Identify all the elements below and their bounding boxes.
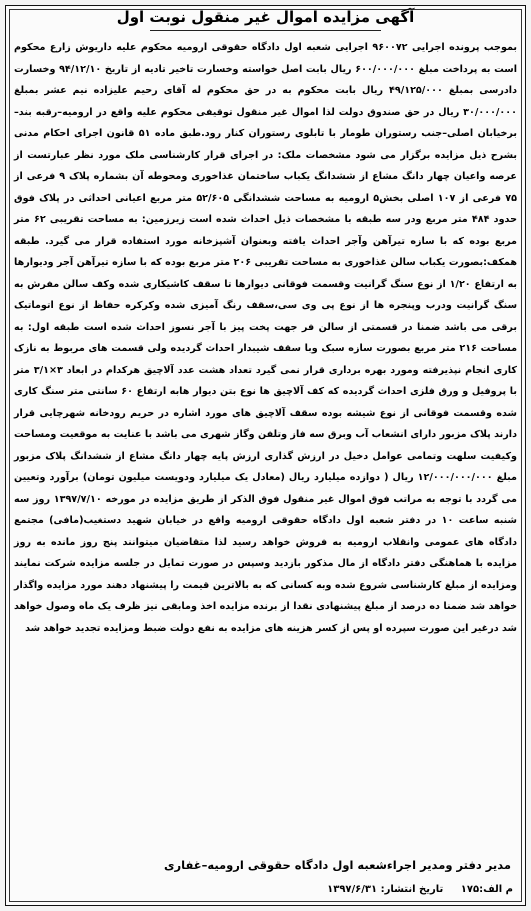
publish-date: تاریخ انتشار: ۱۳۹۷/۶/۳۱ [327,884,444,895]
notice-code: م الف:۱۷۵ [460,884,513,895]
notice-title: آگهی مزایده اموال غیر منقول نوبت اول [116,8,415,26]
notice-body: بموجب پرونده اجرایی ۹۶۰۰۷۲ اجرایی شعبه اول دادگاه حقوقی ارومیه محکوم علیه داریوش زارع محکوم است به پرداخت مبلغ ۶۰۰/۰۰۰/۰۰۰ ریال بابت اصل خواسته وخسارت تاخیر تادیه از تاریخ ۹۴/۱۲/۱۰ وخسارت دادرسی بمبلغ ۴۹/۱۲۵/۰۰۰ ریال بابت محکوم به در حق محکوم له آقای رحیم علیزاده نیم عشر بمبلغ ۳۰/۰۰۰/۰۰۰ ریال در حق صندوق دولت لذا اموال غیر منقول توقیفی محکوم علیه واقع در ارومیه–رقبه بند–برخیابان اصلی–جنب رستوران طومار با تابلوی رستوران کنار رود.طبق ماده ۵۱ قانون اجرای احکام مدنی بشرح ذیل مزایده برگزار می شود مشخصات ملک: در اجرای قرار کارشناسی ملک مورد نظر عبارتست از عرصه واعیان چهار دانگ مشاع از ششدانگ یکباب ساختمان غذاخوری ومحوطه آن بشماره پلاک ۹ فرعی از ۷۵ فرعی از ۱۰۷ اصلی بخش۵ ارومیه به مساحت ششدانگی ۵۲/۶۰۵ متر مربع اعیانی احداثی در پلاک فوق حدود ۴۸۴ متر مربع ودر سه طبقه با مشخصات ذیل احداث شده است زیرزمین: به مساحت تقریبی ۶۲ متر مربع بوده که با سازه تیرآهن وآجر احداث یافته وبعنوان آشپزخانه مورد استفاده قرار می گیرد. طبقه همکف:بصورت یکباب سالن غذاخوری به مساحت تقریبی ۲۰۶ متر مربع بوده که با سازه تیرآهن آجر ودیوارها به ارتفاع ۱/۲۰ از نوع سنگ گرانیت وقسمت فوقانی دیوارها تا سقف کاشیکاری شده وکف سالن مفرش به سنگ گرانیت ودرب وپنجره ها از نوع پی وی سی،سقف رنگ آمیزی شده وکرکره حفاظ از نوع اتوماتیک برقی می باشد ضمنا در قسمتی از سالن فر جهت پخت پیز با آجر نسوز احداث شده است طبقه اول: به مساحت ۲۱۶ متر مربع بصورت سازه سبک وبا سقف شیبدار احداث گردیده ولی قسمت های مربوط به نازک کاری انجام نپذیرفته ومورد بهره برداری قرار نمی گیرد تعداد هشت عدد آلاچیق هرکدام در ابعاد ۳×۳/۱ متر با پروفیل و ورق فلزی احداث گردیده که کف آلاچیق ها نوع بتن دیوار هابه ارتفاع ۶۰ سانتی متر سنگ کاری شده وقسمت فوقانی از نوع شیشه بوده سقف آلاچیق های مورد اشاره در حریم رودخانه شهرچایی قرار دارند پلاک مزبور دارای انشعاب آب وبرق سه فاز وتلفن وگاز شهری می باشد با عنایت به موقعیت ومساحت وکیفیت سلهت وتمامی عوامل دخیل در ارزش گذاری ارزش پایه چهار دانگ مشاع از ششدانگ پلاک مزبور مبلغ ۱۲/۰۰۰/۰۰۰/۰۰۰ ریال ( دوازده میلیارد ریال (معادل یک میلیارد ودویست میلیون تومان) برآورد وتعیین می گردد با توجه به مراتب فوق اموال غیر منقول فوق الذکر از طریق مزایده در مورخه ۱۳۹۷/۷/۱۰ روز سه شنبه ساعت ۱۰ در دفتر شعبه اول دادگاه حقوقی ارومیه واقع در خیابان شهید دستغیب(مافی) مجتمع دادگاه های عمومی وانقلاب ارومیه به فروش خواهد رسید لذا متقاضیان میتوانند پنج روز مانده به روز مزایده با هماهنگی دفتر دادگاه از مال مذکور بازدید وسپس در صورت تمایل در جلسه مزایده شرکت نمایند ومزایده از مبلغ کارشناسی شروع شده وبه کسانی که به بالاترین قیمت را پیشنهاد دهند مورد مزایده واگذار خواهد شد ضمنا ده درصد از مبلغ پیشنهادی نقدا از برنده مزایده اخذ ومابقی نیز ظرف یک ماه وصول خواهد شد درغیر این صورت سپرده او پس از کسر هزینه های مزایده به نفع دولت ضبط ومزایده تجدید خواهد شد [14,42,518,634]
title-underline [150,30,381,31]
notice-signature: مدیر دفتر ومدیر اجراءشعبه اول دادگاه حقوقی ارومیه–غفاری [163,858,511,872]
notice-footer [313,884,513,895]
